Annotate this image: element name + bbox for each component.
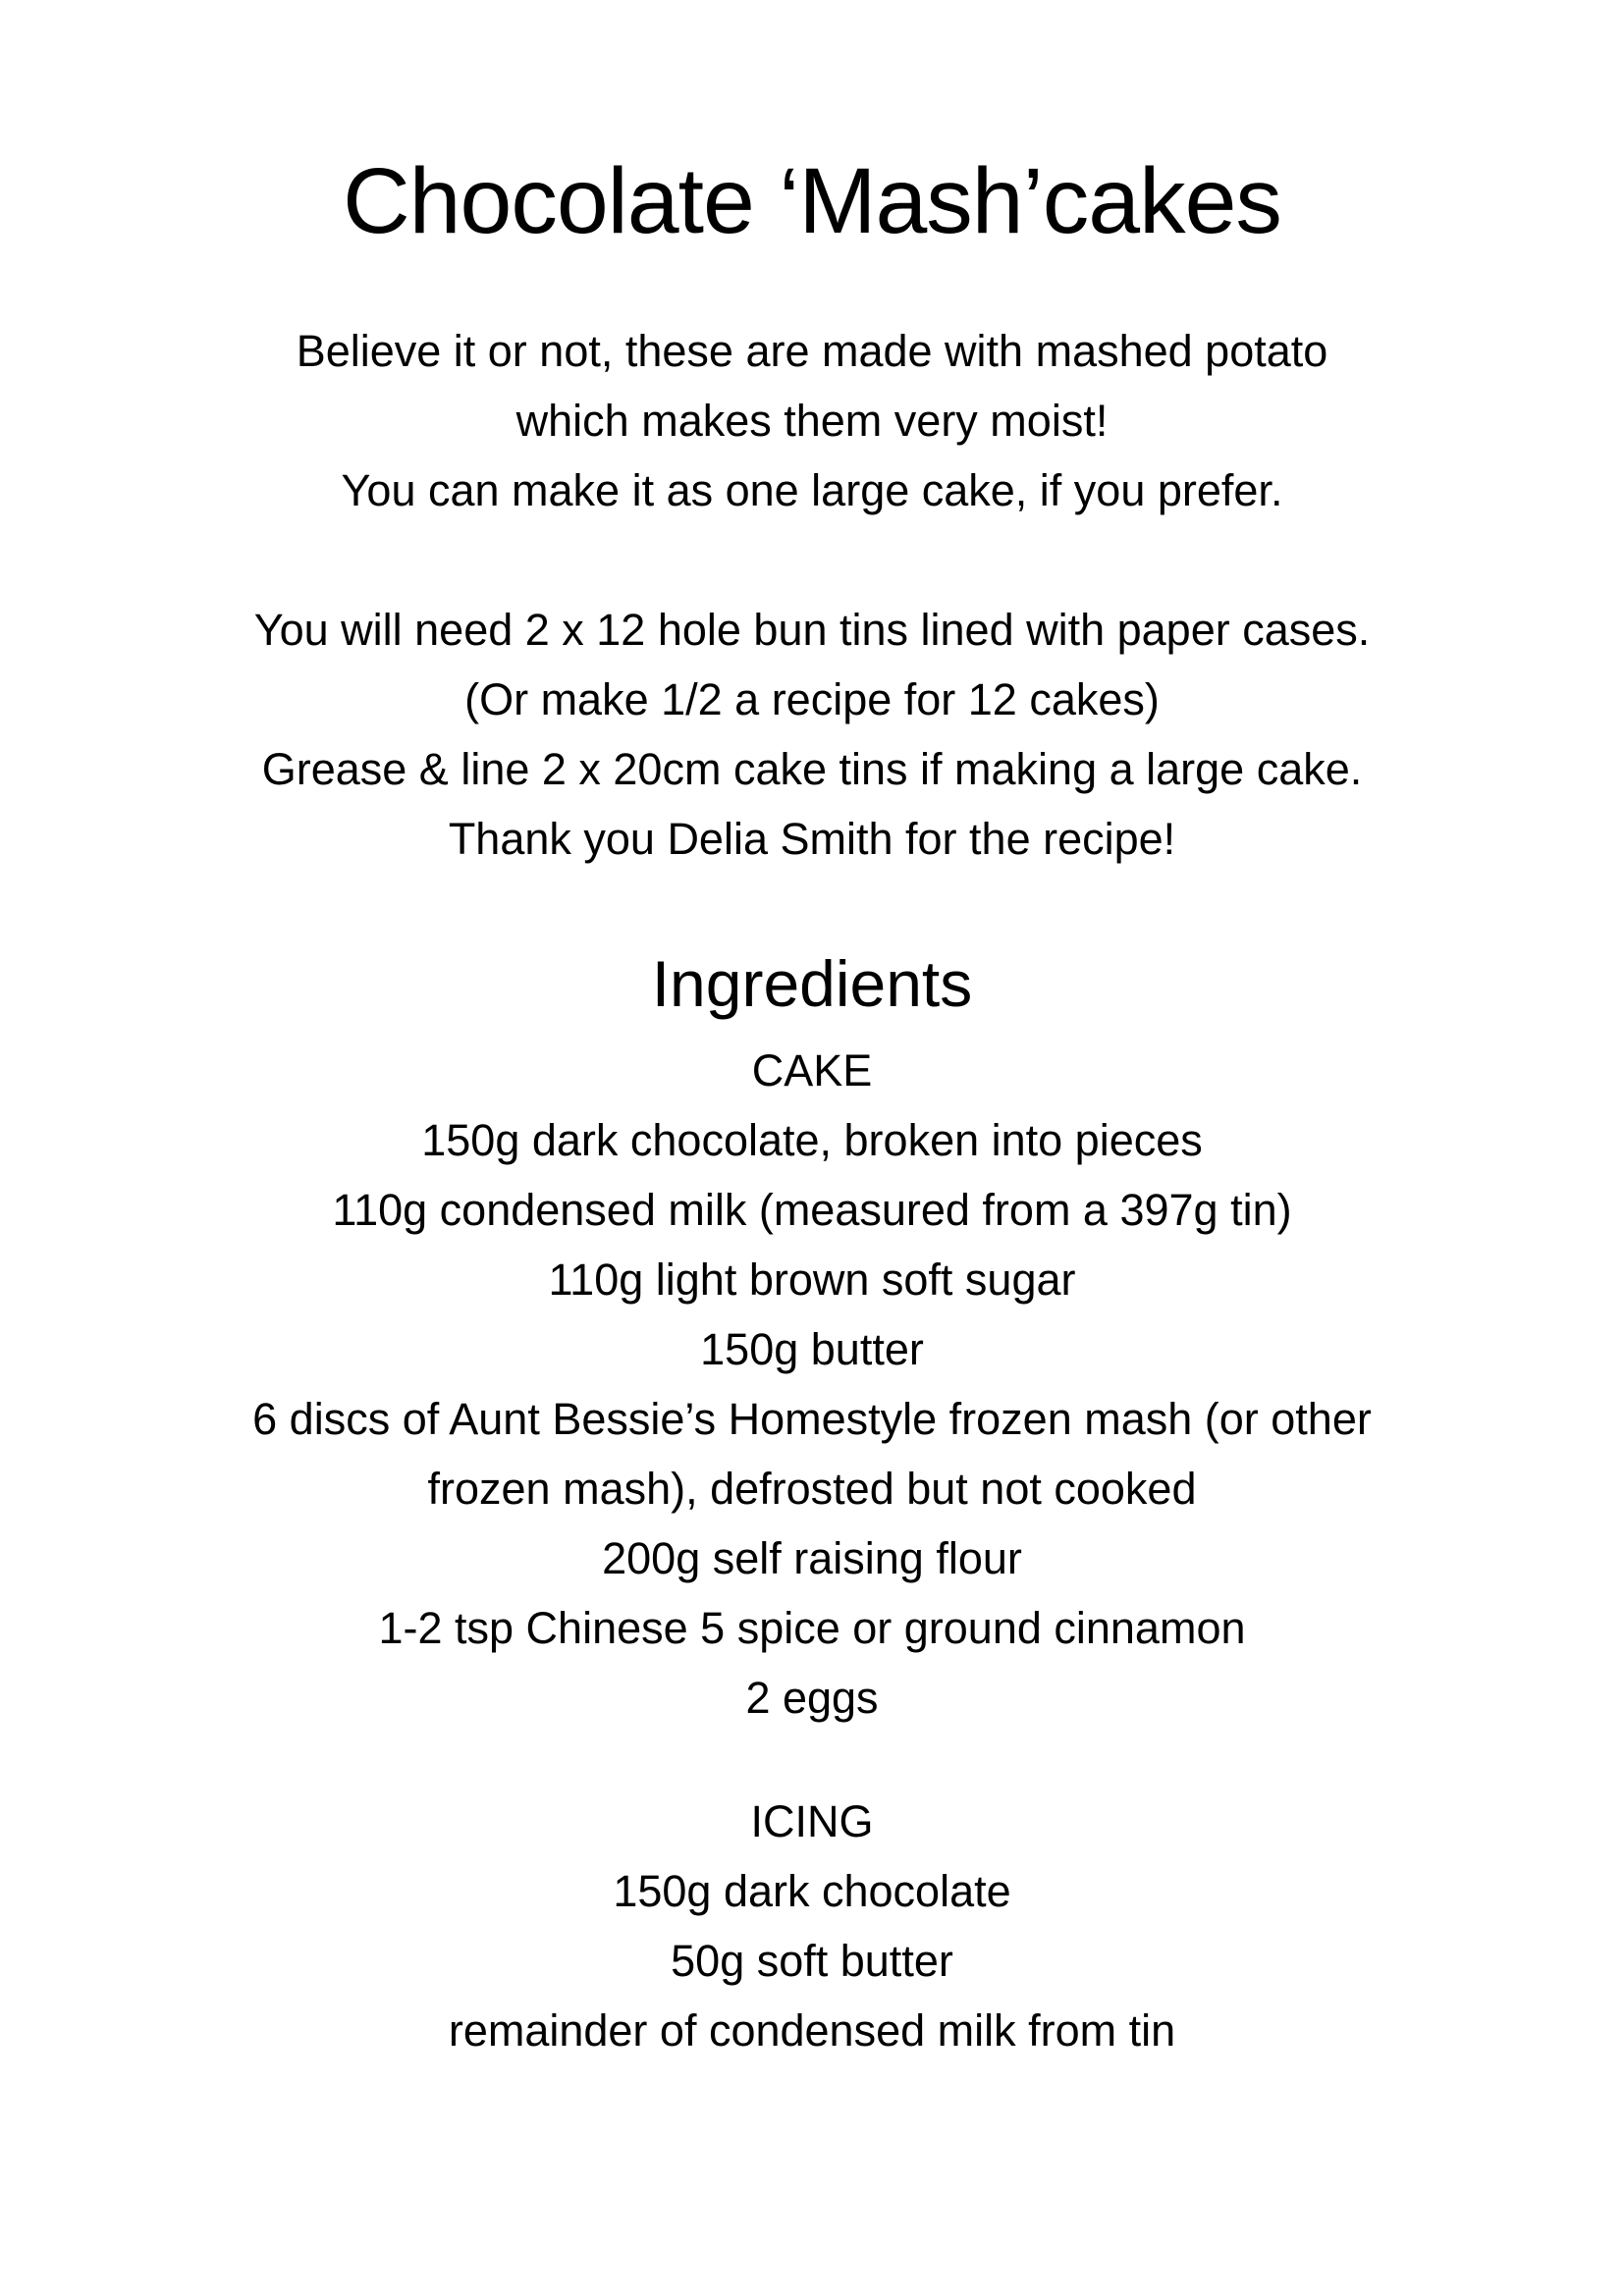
prep-note-line: Grease & line 2 x 20cm cake tins if making a large cake. [261, 744, 1363, 794]
ingredients-heading: Ingredients [651, 947, 973, 1020]
prep-note-line: (Or make 1/2 a recipe for 12 cakes) [464, 674, 1160, 724]
ingredient-line: 110g light brown soft sugar [548, 1255, 1076, 1305]
ingredient-line: 110g condensed milk (measured from a 397g tin) [332, 1185, 1292, 1235]
ingredient-line: 150g dark chocolate, broken into pieces [421, 1115, 1203, 1165]
ingredient-line: 200g self raising flour [602, 1533, 1022, 1583]
intro-line: You can make it as one large cake, if you prefer. [341, 465, 1283, 515]
ingredient-line: 150g dark chocolate [613, 1866, 1011, 1916]
cake-ingredients-section [0, 1036, 1624, 1733]
cake-section-title: CAKE [751, 1045, 873, 1095]
ingredient-line: 1-2 tsp Chinese 5 spice or ground cinnamon [378, 1603, 1246, 1653]
intro-line: which makes them very moist! [515, 396, 1109, 446]
icing-section-title: ICING [750, 1796, 874, 1846]
ingredient-line: 50g soft butter [671, 1936, 953, 1986]
ingredient-line: 150g butter [700, 1324, 924, 1374]
page-title: Chocolate ‘Mash’cakes [343, 149, 1281, 253]
intro-paragraph [0, 316, 1624, 525]
ingredient-line: 2 eggs [745, 1673, 879, 1723]
intro-line: Believe it or not, these are made with mashed potato [296, 326, 1328, 376]
ingredient-line: remainder of condensed milk from tin [448, 2005, 1176, 2056]
ingredient-line: 6 discs of Aunt Bessie’s Homestyle frozen mash (or other [252, 1394, 1372, 1444]
prep-notes-paragraph [0, 595, 1624, 874]
icing-ingredients-section [0, 1787, 1624, 2065]
ingredient-line: frozen mash), defrosted but not cooked [427, 1464, 1197, 1514]
prep-note-line: You will need 2 x 12 hole bun tins lined with paper cases. [253, 605, 1371, 655]
prep-note-line: Thank you Delia Smith for the recipe! [448, 814, 1176, 864]
